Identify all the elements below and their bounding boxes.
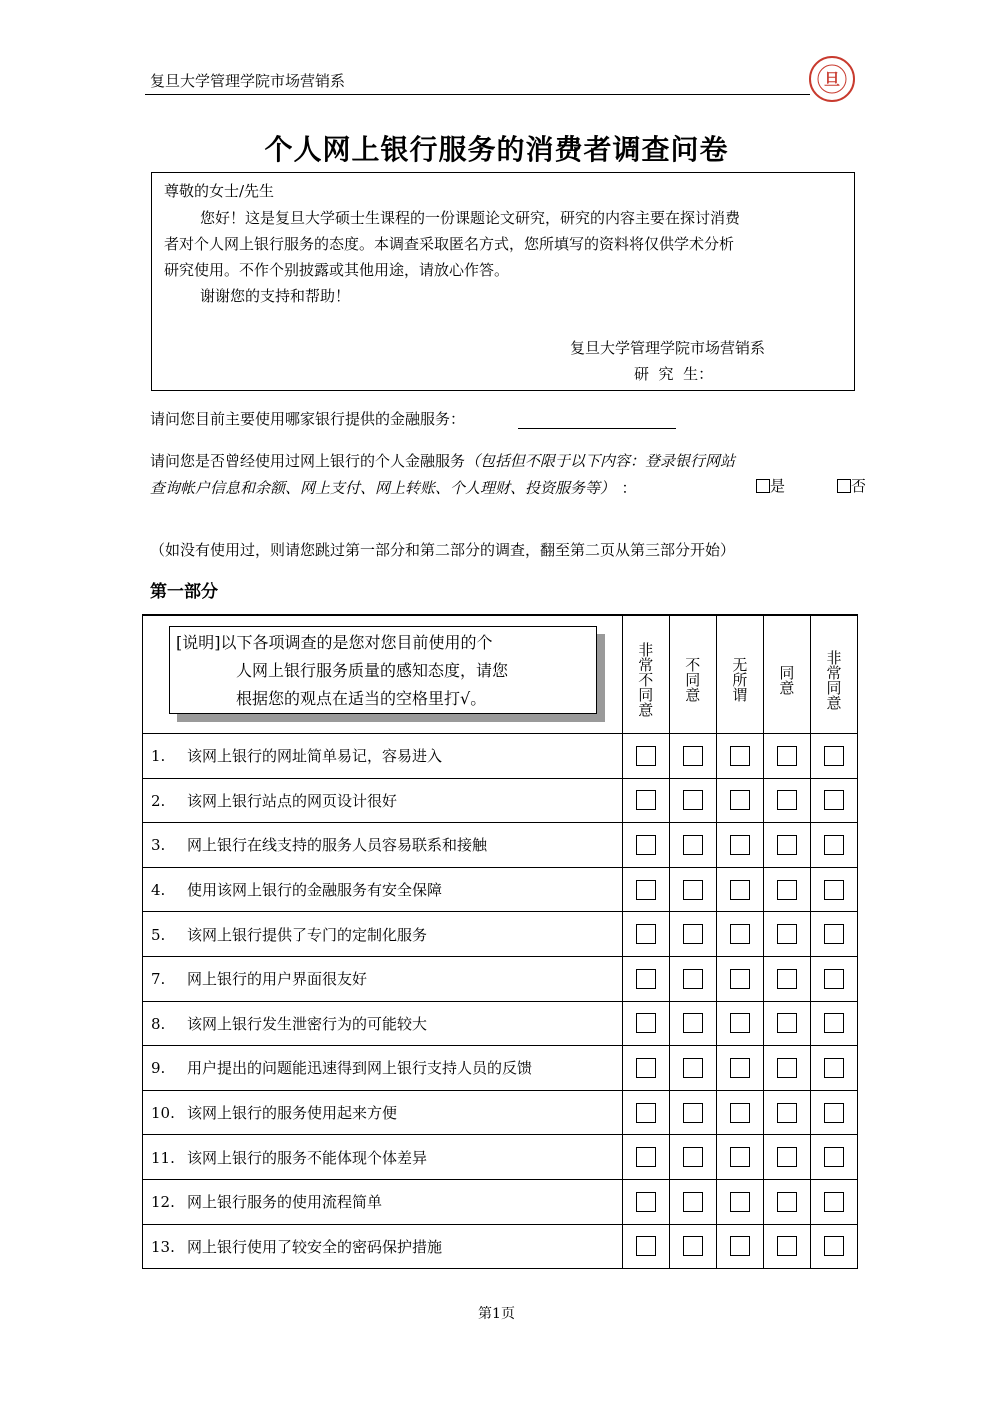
explain-line-1: [说明]以下各项调查的是您对您目前使用的个 — [176, 633, 493, 652]
yes-checkbox[interactable] — [756, 479, 770, 493]
table-row — [143, 956, 858, 1001]
rating-checkbox[interactable] — [730, 1013, 750, 1033]
item-text: 该网上银行的网址简单易记，容易进入 — [187, 747, 443, 766]
rating-cell — [810, 1179, 857, 1224]
rating-cell — [669, 823, 716, 868]
rating-checkbox[interactable] — [824, 924, 844, 944]
rating-checkbox[interactable] — [683, 1236, 703, 1256]
item-number: 7. — [151, 970, 166, 989]
item-label-cell — [143, 1224, 623, 1269]
table-row — [143, 734, 858, 779]
item-label-cell — [143, 1090, 623, 1135]
table-row — [143, 867, 858, 912]
item-number: 5. — [151, 925, 166, 944]
rating-cell — [810, 1001, 857, 1046]
item-label-cell — [143, 867, 623, 912]
rating-checkbox[interactable] — [683, 969, 703, 989]
intro-sign-person: 研 究 生： — [634, 365, 714, 383]
rating-cell — [810, 912, 857, 957]
scale-header-agree — [763, 615, 810, 734]
no-checkbox[interactable] — [837, 479, 851, 493]
item-number: 12. — [151, 1193, 175, 1212]
rating-checkbox[interactable] — [636, 1013, 656, 1033]
intro-thanks: 谢谢您的支持和帮助！ — [200, 287, 351, 305]
rating-cell — [622, 1046, 669, 1091]
rating-checkbox[interactable] — [824, 880, 844, 900]
rating-checkbox[interactable] — [777, 1103, 797, 1123]
scale-label: 不同意 — [683, 657, 702, 702]
rating-checkbox[interactable] — [730, 1103, 750, 1123]
option-no[interactable] — [837, 475, 866, 496]
rating-cell — [716, 1090, 763, 1135]
no-label: 否 — [851, 477, 867, 495]
rating-checkbox[interactable] — [636, 1103, 656, 1123]
rating-checkbox[interactable] — [730, 790, 750, 810]
item-text: 该网上银行的服务不能体现个体差异 — [187, 1148, 428, 1167]
rating-cell — [622, 912, 669, 957]
intro-box — [151, 172, 855, 391]
rating-cell — [763, 1224, 810, 1269]
rating-checkbox[interactable] — [683, 1192, 703, 1212]
rating-cell — [622, 778, 669, 823]
rating-cell — [669, 1135, 716, 1180]
rating-cell — [810, 1090, 857, 1135]
rating-cell — [716, 778, 763, 823]
rating-cell — [669, 956, 716, 1001]
scale-label: 非常同意 — [824, 649, 843, 710]
rating-cell — [716, 1046, 763, 1091]
rating-checkbox[interactable] — [683, 1147, 703, 1167]
rating-checkbox[interactable] — [777, 880, 797, 900]
rating-cell — [622, 1090, 669, 1135]
rating-checkbox[interactable] — [824, 1147, 844, 1167]
intro-line-3: 研究使用。不作个别披露或其他用途，请放心作答。 — [164, 261, 510, 279]
item-label-cell — [143, 823, 623, 868]
rating-cell — [763, 912, 810, 957]
rating-cell — [622, 1135, 669, 1180]
rating-checkbox[interactable] — [730, 880, 750, 900]
rating-cell — [763, 1179, 810, 1224]
table-row — [143, 1179, 858, 1224]
scale-header-strongly-disagree — [622, 615, 669, 734]
rating-checkbox[interactable] — [777, 1147, 797, 1167]
rating-checkbox[interactable] — [777, 969, 797, 989]
svg-text:旦: 旦 — [823, 70, 841, 89]
header-org: 复旦大学管理学院市场营销系 — [150, 72, 346, 90]
university-seal-icon — [808, 55, 856, 103]
rating-checkbox[interactable] — [730, 924, 750, 944]
rating-checkbox[interactable] — [730, 1192, 750, 1212]
rating-cell — [669, 1001, 716, 1046]
rating-checkbox[interactable] — [636, 1058, 656, 1078]
rating-checkbox[interactable] — [824, 1236, 844, 1256]
rating-checkbox[interactable] — [683, 1103, 703, 1123]
rating-cell — [810, 1135, 857, 1180]
rating-checkbox[interactable] — [777, 924, 797, 944]
rating-cell — [622, 1001, 669, 1046]
rating-cell — [763, 778, 810, 823]
rating-cell — [763, 1135, 810, 1180]
rating-cell — [716, 867, 763, 912]
rating-cell — [810, 867, 857, 912]
q2-main: 请问您是否曾经使用过网上银行的个人金融服务 — [150, 452, 466, 470]
rating-checkbox[interactable] — [636, 746, 656, 766]
explain-line-3: 根据您的观点在适当的空格里打√。 — [236, 689, 487, 708]
rating-checkbox[interactable] — [777, 1192, 797, 1212]
rating-checkbox[interactable] — [824, 1103, 844, 1123]
rating-checkbox[interactable] — [730, 1236, 750, 1256]
item-number: 10. — [151, 1104, 175, 1123]
explain-box — [169, 626, 597, 714]
rating-checkbox[interactable] — [777, 1013, 797, 1033]
item-number: 1. — [151, 747, 166, 766]
item-text: 用户提出的问题能迅速得到网上银行支持人员的反馈 — [187, 1059, 533, 1078]
item-number: 13. — [151, 1237, 175, 1256]
rating-cell — [669, 1090, 716, 1135]
rating-cell — [669, 734, 716, 779]
header-rule — [145, 94, 810, 95]
item-label-cell — [143, 778, 623, 823]
table-row — [143, 778, 858, 823]
table-row — [143, 1224, 858, 1269]
rating-cell — [810, 734, 857, 779]
rating-cell — [763, 1001, 810, 1046]
rating-checkbox[interactable] — [730, 746, 750, 766]
item-number: 2. — [151, 791, 166, 810]
rating-checkbox[interactable] — [636, 790, 656, 810]
rating-cell — [810, 1046, 857, 1091]
table-row — [143, 823, 858, 868]
rating-checkbox[interactable] — [777, 746, 797, 766]
rating-cell — [763, 867, 810, 912]
item-number: 3. — [151, 836, 166, 855]
rating-checkbox[interactable] — [824, 835, 844, 855]
rating-checkbox[interactable] — [730, 1147, 750, 1167]
rating-cell — [763, 1046, 810, 1091]
rating-cell — [763, 734, 810, 779]
rating-checkbox[interactable] — [683, 1058, 703, 1078]
intro-greeting: 尊敬的女士/先生 — [164, 182, 275, 200]
intro-sign-org: 复旦大学管理学院市场营销系 — [570, 339, 766, 357]
rating-checkbox[interactable] — [683, 1013, 703, 1033]
page-number: 第1页 — [478, 1306, 515, 1322]
item-label-cell — [143, 912, 623, 957]
item-label-cell — [143, 956, 623, 1001]
explain-cell — [143, 615, 623, 734]
scale-label: 无所谓 — [730, 657, 749, 702]
q2-colon: ： — [621, 479, 637, 497]
item-text: 网上银行使用了较安全的密码保护措施 — [187, 1237, 443, 1256]
rating-cell — [763, 956, 810, 1001]
rating-checkbox[interactable] — [777, 835, 797, 855]
rating-checkbox[interactable] — [636, 835, 656, 855]
rating-checkbox[interactable] — [636, 1236, 656, 1256]
item-label-cell — [143, 1001, 623, 1046]
item-label-cell — [143, 1135, 623, 1180]
rating-cell — [622, 1224, 669, 1269]
rating-cell — [622, 823, 669, 868]
table-row — [143, 912, 858, 957]
explain-line-2: 人网上银行服务质量的感知态度，请您 — [236, 661, 509, 680]
option-yes[interactable] — [756, 475, 785, 496]
yes-label: 是 — [770, 477, 786, 495]
question-bank: 请问您目前主要使用哪家银行提供的金融服务： — [150, 410, 466, 428]
scale-label: 非常不同意 — [636, 642, 655, 717]
table-row — [143, 1046, 858, 1091]
rating-checkbox[interactable] — [636, 969, 656, 989]
part1-heading: 第一部分 — [150, 582, 218, 602]
q2-italic-1: （包括但不限于以下内容：登录银行网站 — [465, 452, 736, 470]
rating-checkbox[interactable] — [824, 1192, 844, 1212]
rating-cell — [669, 867, 716, 912]
item-text: 网上银行服务的使用流程简单 — [187, 1193, 383, 1212]
table-row — [143, 1135, 858, 1180]
rating-cell — [763, 823, 810, 868]
item-number: 11. — [151, 1148, 175, 1167]
rating-cell — [622, 867, 669, 912]
rating-cell — [669, 1224, 716, 1269]
scale-header-strongly-agree — [810, 615, 857, 734]
rating-checkbox[interactable] — [730, 835, 750, 855]
item-text: 网上银行在线支持的服务人员容易联系和接触 — [187, 836, 488, 855]
rating-table — [142, 614, 858, 1269]
table-row — [143, 1001, 858, 1046]
rating-checkbox[interactable] — [683, 746, 703, 766]
rating-cell — [669, 1046, 716, 1091]
rating-cell — [810, 956, 857, 1001]
rating-cell — [716, 956, 763, 1001]
rating-cell — [622, 734, 669, 779]
item-number: 9. — [151, 1059, 166, 1078]
rating-cell — [669, 1179, 716, 1224]
table-header-row — [143, 615, 858, 734]
rating-cell — [716, 1224, 763, 1269]
item-text: 网上银行的用户界面很友好 — [187, 970, 368, 989]
bank-answer-line[interactable] — [518, 428, 676, 429]
rating-cell — [716, 1135, 763, 1180]
item-text: 该网上银行的服务使用起来方便 — [187, 1104, 398, 1123]
rating-cell — [622, 956, 669, 1001]
item-label-cell — [143, 1179, 623, 1224]
item-number: 8. — [151, 1014, 166, 1033]
item-number: 4. — [151, 881, 166, 900]
rating-checkbox[interactable] — [683, 790, 703, 810]
rating-checkbox[interactable] — [636, 1192, 656, 1212]
rating-checkbox[interactable] — [777, 1236, 797, 1256]
rating-checkbox[interactable] — [824, 1013, 844, 1033]
scale-header-neutral — [716, 615, 763, 734]
rating-checkbox[interactable] — [636, 924, 656, 944]
item-text: 该网上银行提供了专门的定制化服务 — [187, 925, 428, 944]
scale-header-disagree — [669, 615, 716, 734]
rating-checkbox[interactable] — [636, 1147, 656, 1167]
rating-checkbox[interactable] — [683, 924, 703, 944]
rating-cell — [810, 823, 857, 868]
rating-checkbox[interactable] — [777, 790, 797, 810]
rating-checkbox[interactable] — [636, 880, 656, 900]
intro-line-2: 者对个人网上银行服务的态度。本调查采取匿名方式，您所填写的资料将仅供学术分析 — [164, 235, 735, 253]
rating-checkbox[interactable] — [824, 969, 844, 989]
item-text: 使用该网上银行的金融服务有安全保障 — [187, 881, 443, 900]
rating-checkbox[interactable] — [777, 1058, 797, 1078]
item-text: 该网上银行发生泄密行为的可能较大 — [187, 1014, 428, 1033]
q2-italic-2: 查询帐户信息和余额、网上支付、网上转账、个人理财、投资服务等） — [150, 479, 608, 497]
rating-checkbox[interactable] — [824, 790, 844, 810]
rating-checkbox[interactable] — [730, 969, 750, 989]
rating-checkbox[interactable] — [683, 880, 703, 900]
question-used-online-banking — [150, 448, 850, 502]
rating-cell — [810, 778, 857, 823]
table-row — [143, 1090, 858, 1135]
rating-cell — [669, 912, 716, 957]
item-text: 该网上银行站点的网页设计很好 — [187, 791, 398, 810]
scale-label: 同意 — [777, 664, 796, 695]
rating-cell — [716, 1001, 763, 1046]
rating-cell — [810, 1224, 857, 1269]
rating-cell — [716, 912, 763, 957]
rating-cell — [716, 734, 763, 779]
item-label-cell — [143, 734, 623, 779]
rating-cell — [716, 1179, 763, 1224]
page-title: 个人网上银行服务的消费者调查问卷 — [264, 133, 729, 166]
rating-cell — [716, 823, 763, 868]
item-label-cell — [143, 1046, 623, 1091]
rating-checkbox[interactable] — [824, 1058, 844, 1078]
rating-checkbox[interactable] — [730, 1058, 750, 1078]
rating-cell — [763, 1090, 810, 1135]
intro-line-1: 您好！这是复旦大学硕士生课程的一份课题论文研究，研究的内容主要在探讨消费 — [200, 209, 741, 227]
rating-checkbox[interactable] — [824, 746, 844, 766]
rating-cell — [669, 778, 716, 823]
skip-note: （如没有使用过，则请您跳过第一部分和第二部分的调查，翻至第二页从第三部分开始） — [150, 541, 736, 559]
rating-cell — [622, 1179, 669, 1224]
rating-checkbox[interactable] — [683, 835, 703, 855]
